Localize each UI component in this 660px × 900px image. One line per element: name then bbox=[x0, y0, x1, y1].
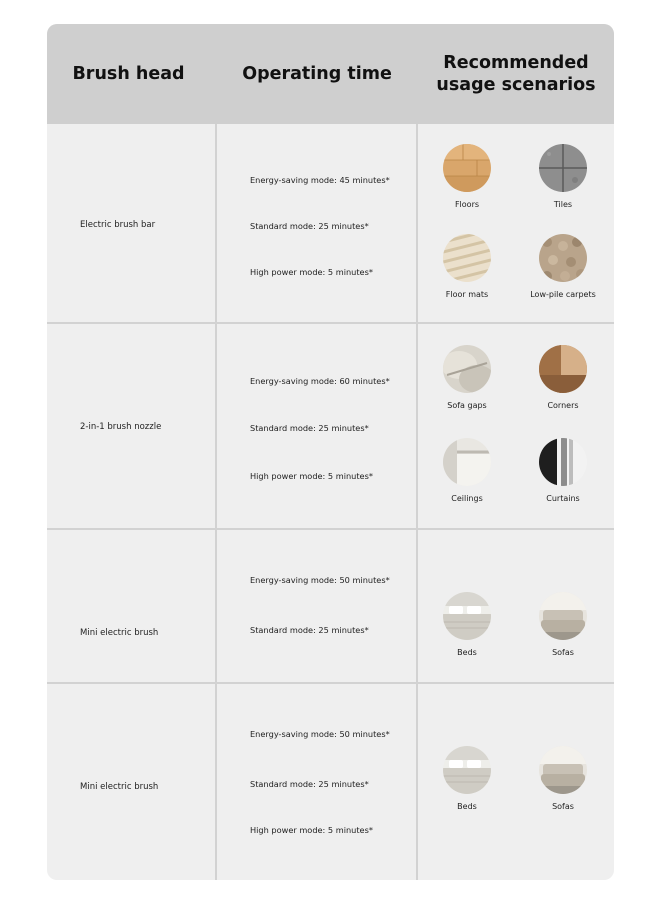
scenario-low-pile-carpets bbox=[523, 234, 603, 299]
scenario-curtains bbox=[523, 438, 603, 503]
operating-mode: Standard mode: 25 minutes* bbox=[250, 625, 369, 635]
ceiling-icon bbox=[443, 438, 491, 486]
scenario-label: Sofa gaps bbox=[447, 401, 487, 410]
sofa-gap-icon bbox=[443, 345, 491, 393]
scenario-label: Curtains bbox=[546, 494, 580, 503]
scenario-floor-mats bbox=[427, 234, 507, 299]
column-divider bbox=[215, 124, 217, 880]
scenario-label: Sofas bbox=[552, 802, 574, 811]
header-usage-line1: Recommended bbox=[443, 53, 589, 73]
scenario-sofas bbox=[523, 746, 603, 811]
brush-head-name: Mini electric brush bbox=[80, 628, 159, 638]
scenario-beds bbox=[427, 592, 507, 657]
scenario-label: Floors bbox=[454, 200, 480, 209]
scenario-floors bbox=[427, 144, 507, 209]
operating-mode: Standard mode: 25 minutes* bbox=[250, 423, 369, 433]
operating-mode: Standard mode: 25 minutes* bbox=[250, 779, 369, 789]
scenario-label: Ceilings bbox=[451, 494, 483, 503]
operating-mode: High power mode: 5 minutes* bbox=[250, 825, 373, 835]
brush-head-name: Mini electric brush bbox=[80, 782, 159, 792]
operating-mode: Energy-saving mode: 50 minutes* bbox=[250, 729, 390, 739]
scenario-ceilings bbox=[427, 438, 507, 503]
scenario-label: Tiles bbox=[553, 200, 573, 209]
header-operating-time: Operating time bbox=[242, 64, 392, 84]
curtain-icon bbox=[539, 438, 587, 486]
bed-icon bbox=[443, 746, 491, 794]
wood-floor-icon bbox=[443, 144, 491, 192]
brush-head-name: Electric brush bar bbox=[80, 220, 156, 230]
scenario-label: Beds bbox=[457, 802, 477, 811]
operating-mode: High power mode: 5 minutes* bbox=[250, 471, 373, 481]
scenario-label: Sofas bbox=[552, 648, 574, 657]
scenario-sofa-gaps bbox=[427, 345, 507, 410]
brush-head-name: 2-in-1 brush nozzle bbox=[80, 422, 162, 432]
column-divider bbox=[416, 124, 418, 880]
scenario-sofas bbox=[523, 592, 603, 657]
scenario-corners bbox=[523, 345, 603, 410]
scenario-tiles bbox=[523, 144, 603, 209]
scenario-beds bbox=[427, 746, 507, 811]
header-brush-head: Brush head bbox=[72, 64, 185, 84]
bed-icon bbox=[443, 592, 491, 640]
sofa-icon bbox=[539, 592, 587, 640]
operating-mode: Standard mode: 25 minutes* bbox=[250, 221, 369, 231]
floor-mat-icon bbox=[443, 234, 491, 282]
scenario-label: Beds bbox=[457, 648, 477, 657]
scenario-label: Floor mats bbox=[445, 290, 489, 299]
operating-mode: High power mode: 5 minutes* bbox=[250, 267, 373, 277]
tile-icon bbox=[539, 144, 587, 192]
comparison-table bbox=[47, 24, 614, 880]
sofa-icon bbox=[539, 746, 587, 794]
header-usage-scenarios bbox=[418, 24, 614, 124]
scenario-label: Corners bbox=[547, 401, 579, 410]
header-usage-line2: usage scenarios bbox=[436, 75, 596, 95]
row-divider bbox=[47, 682, 614, 684]
operating-mode: Energy-saving mode: 50 minutes* bbox=[250, 575, 390, 585]
operating-mode: Energy-saving mode: 45 minutes* bbox=[250, 175, 390, 185]
row-divider bbox=[47, 528, 614, 530]
operating-mode: Energy-saving mode: 60 minutes* bbox=[250, 376, 390, 386]
scenario-label: Low-pile carpets bbox=[530, 290, 596, 299]
corner-icon bbox=[539, 345, 587, 393]
row-divider bbox=[47, 322, 614, 324]
carpet-icon bbox=[539, 234, 587, 282]
